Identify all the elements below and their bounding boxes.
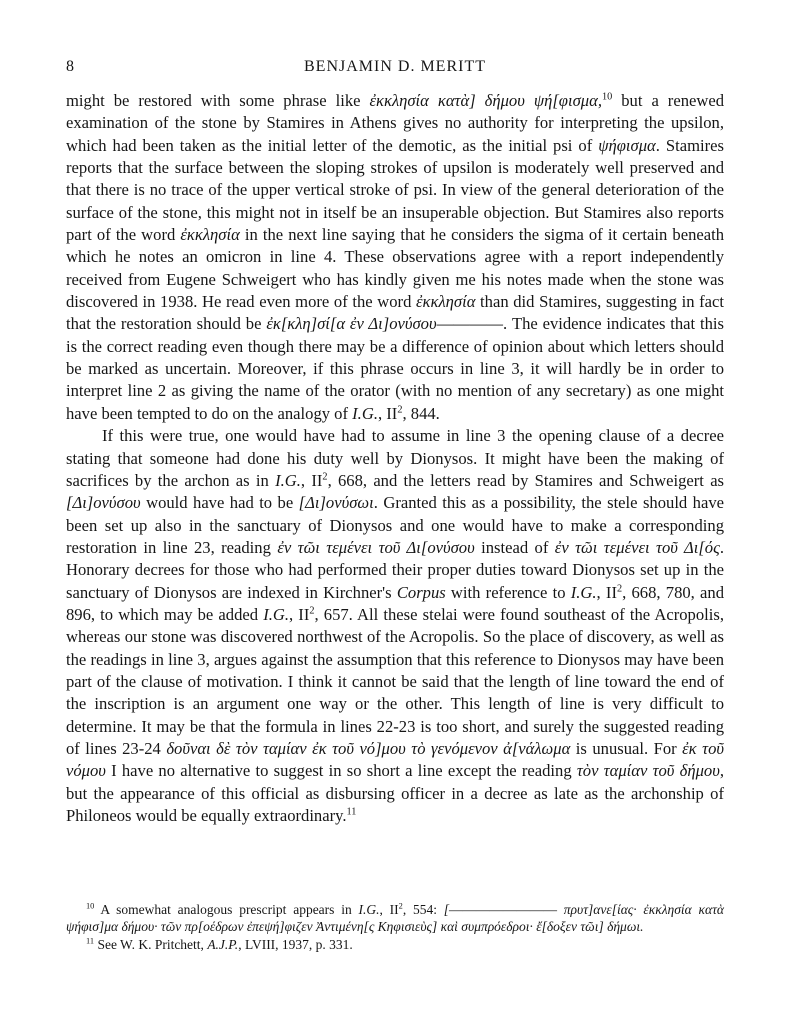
body-text [66,90,724,827]
footnote [66,901,724,936]
footnotes [66,901,724,953]
text-run: . The evidence indicates that this is the correct reading even though there may be a difference of opinion about which letters should be marked as uncertain. Moreover, if this phrase occurs in line 3, it will hardly be in order to interpret line 2 as giving the name of the orator (with no mention of any secretary) as one might have been tempted to do on the analogy of [66,314,724,423]
text-run: , 668, and the letters read by Stamires and Schweigert as [327,470,725,490]
note-marker: 2 [309,605,315,617]
italic-run: ψήφισμα [598,135,656,155]
page-number: 8 [66,58,75,75]
text-run: , II [596,582,617,602]
note-marker: 10 [86,901,95,911]
text-run: I have no alternative to suggest in so short a line except the reading [105,761,577,781]
paragraph [66,425,724,827]
text-run: . Granted this as a possibility, the stele should have been set up also in the sanctuary of Dionysos and one would have to make a corresponding restoration in line 23, reading [66,493,725,557]
italic-run: I.G. [275,470,301,490]
text-run: . Stamires reports that the surface between the sloping strokes of upsilon is moderately well preserved and that there is no trace of the upper vertical stroke of psi. In view of the general deterioration of the surface of the stone, this might not in itself be an insuperable objection. But Stamires also reports part of the word [66,135,724,245]
italic-run: ἐν τῶι τεμένει τοῦ Δι[ός [554,537,720,557]
text-run: , but the appearance of this official as disbursing officer in a decree as late as the archonship of Philoneos would be equally extraordinary. [66,761,724,825]
page-header [66,58,724,80]
text-run: A somewhat analogous prescript appears in [94,902,359,917]
italic-run: [Δι]ονύσου [66,493,141,513]
text-run: . Honorary decrees for those who had performed their proper duties toward Dionysos set up in the sanctuary of Dionysos are indexed in Kirchner's [66,537,724,602]
text-run: , II [289,604,310,624]
footnote [66,936,724,953]
italic-run: I.G. [352,403,378,423]
italic-run: [―――――――― πρυτ]ανε[ίας· ἐκκλησία κατὰ ψήφισ]μα δήμου· τῶν πρ[οέδρων ἐπεψή]φιζεν Ἀντιμένη[ς Κηφισιεὺς] καὶ συμπρόεδροι· ἔ[δοξεν τῶι] δήμωι. [66,902,724,935]
italic-run: ἐκ τοῦ νόμου [66,738,724,781]
paragraph [66,90,724,425]
italic-run: τὸν ταμίαν τοῦ δήμου [576,761,720,781]
note-marker: 2 [397,404,403,416]
note-marker: 2 [616,583,623,595]
italic-run: δοῦναι δὲ τὸν ταμίαν ἐκ τοῦ νό]μου τὸ γενόμενον ἀ[νάλωμα [166,738,571,758]
italic-run: [Δι]ονύσωι [298,493,374,513]
italic-run: Corpus [396,582,446,602]
note-marker: 2 [398,901,403,911]
text-run: , LVIII, 1937, p. 331. [238,936,353,952]
text-run: , II [300,470,323,490]
italic-run: ἐκκλησία [180,225,240,245]
note-marker: 11 [346,806,357,818]
italic-run: I.G. [570,582,597,602]
running-head: BENJAMIN D. MERITT [304,58,486,75]
text-run: , 554: [402,902,444,917]
italic-run: I.G. [358,902,380,917]
italic-run: ἐκ[κλη]σί[α ἐν Δι]ονύσου―――― [266,314,503,334]
text-run: , 844. [402,403,440,423]
text-run: , 657. All these stelai were found southeast of the Acropolis, whereas our stone was discovered northwest of the Acropolis. So the place of discovery, as well as the readings in line 3, argues against the assumption that this reference to Dionysos may have been part of the clause of motivation. I think it cannot be said that the length of line toward the end of the inscription is an argument one way or the other. This length of line is very difficult to determine. It may be that the formula in lines 22-23 is too short, and surely the suggested reading of lines 23-24 [66,604,724,758]
italic-run: ἐκκλησία κατὰ] δήμου ψή[φισμα, [369,91,602,110]
note-marker: 2 [322,471,328,483]
text-run: , 668, 780, and 896, to which may be added [66,582,724,624]
text-run: instead of [474,537,555,557]
text-run: , II [379,902,399,917]
text-run: than did Stamires, suggesting in fact that the restoration should be [66,292,724,334]
text-run: If this were true, one would have had to assume in line 3 the opening clause of a decree stating that someone had done his duty well by Dionysos. It might have been the making of sacrifices by the archon as in [66,426,724,490]
text-run: but a renewed examination of the stone by Stamires in Athens gives no authority for interpreting the upsilon, which had been taken as the initial letter of the demotic, as the initial psi of [66,91,725,155]
text-run: See W. K. Pritchett, [94,936,208,952]
text-run: , II [377,403,398,423]
italic-run: ἐκκλησία [416,292,476,312]
italic-run: I.G. [263,604,290,624]
italic-run: A.J.P. [207,936,239,952]
text-run: would have had to be [140,493,299,513]
note-marker: 10 [601,91,613,103]
text-run: might be restored with some phrase like [66,91,370,110]
text-run: is unusual. For [570,738,683,758]
note-marker: 11 [86,936,95,946]
italic-run: ἐν τῶι τεμένει τοῦ Δι[ονύσου [277,537,475,557]
text-run: in the next line saying that he considers the sigma of it certain beneath which he notes an omicron in line 4. These observations agree with a report independently received from Eugene Schweigert who has kindly given me his notes made when the stone was discovered in 1938. He read even more of the word [66,225,725,312]
text-run: with reference to [445,582,571,602]
